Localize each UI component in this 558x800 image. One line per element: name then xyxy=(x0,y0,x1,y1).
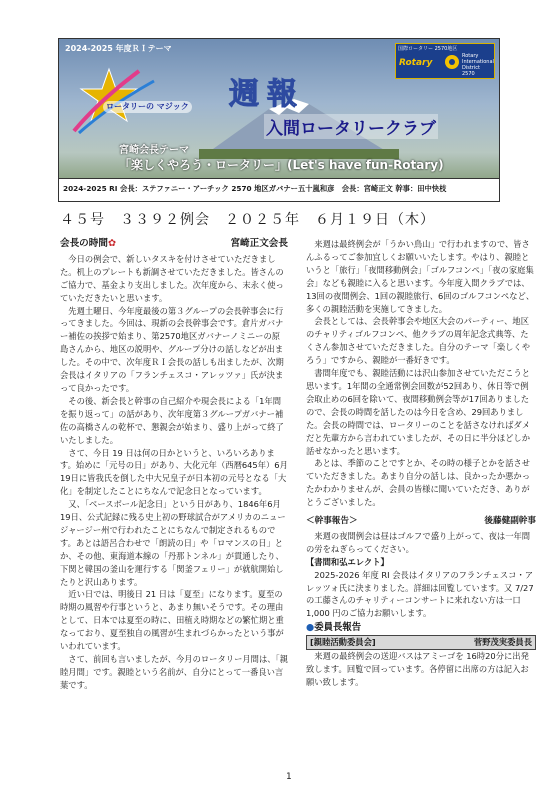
flower-icon: ✿ xyxy=(107,238,117,249)
paragraph: さて、前回も言いましたが、今月のロータリー月間は、「親睦月間」です。親睦という名前が、自分にとって一番良い言葉です。 xyxy=(60,654,288,690)
officers-bar xyxy=(59,178,499,201)
paragraph: さて、今日 19 日は何の日かというと、いろいろあります。始めに「元号の日」があり、大化元年（西暦645年）6月19日に皆我氏を倒した中大兄皇子が日本初の元号となる「大化」を制定したことにちなんで記念日となっています。 xyxy=(60,447,288,497)
presidents-time-title: 会長の時間 xyxy=(60,238,108,249)
paragraph: 書間年度でも、親睦活動には沢山参加させていただこうと思います。1年間の全通常例会回数が52回あり、休日等で例会取止めの6回を除いて、夜間移動例会等が17回ありましたので、会長の時間を話したのは今日を含め、29回ありました。会長の時間では、ロータリーのことを話さなければダメだと先輩方から言われていましたが、その日に半分ほどしか話せなかったと思います。 xyxy=(306,368,531,456)
paragraph: あとは、季節のことですとか、その時の様子とかを話させていただきました。あまり自分の話しは、良かったか悪かったかわかりませんが、会員の皆様に聞いていただき、ありがとうございました。 xyxy=(306,458,531,508)
paragraph: 又、「ベースボール記念日」という日があり、1846年6月19日、公式記録に残る史上初の野球試合がアメリカのニュージャージー州で行われたことにちなんで制定されるものです。あとは語呂合わせで「朗読の日」や「ロマンスの日」とか、その他、東海道本線の「丹那トンネル」が貫通したり、下関と韓国の釜山を運行する「関釜フェリー」が就航開始したりと沢山あります。 xyxy=(60,499,286,587)
presidents-time-heading xyxy=(60,238,288,251)
president-theme-label: 宮崎会長テーマ xyxy=(119,145,189,156)
secretary-report-title: ＜幹事報告＞ xyxy=(306,516,358,527)
rotary-wordmark: Rotary xyxy=(399,58,433,68)
rotary-district-name: Rotary International District 2570 xyxy=(462,53,494,77)
committee-name: [親睦活動委員会] xyxy=(310,637,376,648)
masthead xyxy=(58,38,500,202)
officers-text: 2024-2025 RI 会長：ステファニー・アーチック 2570 地区ガバナー五十嵐和彦 会長：宮崎正文 幹事：田中快枝 xyxy=(63,184,447,193)
presidents-time-author: 宮崎正文会長 xyxy=(230,238,288,249)
right-column xyxy=(306,238,536,689)
issue-line: ４５号 ３３９２例会 ２０２５年 ６月１９日（木） xyxy=(60,212,435,228)
club-name: 入間ロータリークラブ xyxy=(264,114,438,139)
committee-report-title: 委員長報告 xyxy=(314,622,362,634)
letter-heading: 【書間和弘エレクト】 xyxy=(306,556,389,567)
committee-report-text: 来週の最終例会の送迎バスはアミーゴを 16時20分に出発致します。回覧で回っています。各停留に出席の方は記入お願い致します。 xyxy=(306,651,529,687)
rotary-district-top: 国際ロータリー 2570地区 xyxy=(398,46,458,52)
president-motto: 「楽しくやろう・ロータリー」(Let's have fun-Rotary) xyxy=(119,158,444,172)
logo-text: ロータリーの マジック xyxy=(103,101,192,113)
committee-report-heading xyxy=(306,622,536,635)
paragraph: 来週は最終例会が「うかい鳥山」で行われますので、皆さんふるってご参加宜しくお願いいたします。やはり、親睦というと「旅行」「夜間移動例会」「ゴルフコンペ」「夜の家庭集会」なども親睦に入ると思います。今年度入間クラブでは、13回の夜間例会、1回の親睦旅行、6回のゴルフコンペなど、多くの親睦活動を実施してきました。 xyxy=(306,239,535,314)
paragraph: 先週土曜日、今年度最後の第３グループの会長幹事会に行ってきました。今回は、現新の会長幹事会です。倉片ガバナー補佐の挨拶で始まり、第2570地区ガバナーノミニーの原島さんから、地区の説明や、グループ分けの話しなどが出ました。その中で、次年度ＲＩ会長の話しも出ましたが、次期会長はイタリアの「フランチェスコ・アレッツァ」氏が決まって良かったです。 xyxy=(60,305,284,393)
bullet-icon: ● xyxy=(306,622,315,634)
secretary-name: 後藤健副幹事 xyxy=(484,516,536,527)
left-column xyxy=(60,238,288,692)
committee-chair: 菅野茂実委員長 xyxy=(473,637,532,648)
rotary-district-badge xyxy=(395,43,495,79)
newsletter-title: 週報 xyxy=(229,77,305,112)
paragraph: 今日の例会で、新しいタスキを付けさせていただきました。机上のプレートも新調させていただきました。皆さんのご協力で、基金より支出しました。次年度から、末永く使っていただきたいと思います。 xyxy=(60,253,284,303)
paragraph: 近い日では、明後日 21 日は「夏至」になります。夏至の時期の風習や行事というと、あまり無いそうです。その理由として、日本では夏至の時に、田植え時期などの繁忙期と重なっており、夏至独自の風習が生まれづらかったという事がいわれています。 xyxy=(60,589,284,652)
secretary-report-heading xyxy=(306,515,536,528)
committee-box xyxy=(306,635,536,650)
letter-text: 2025-2026 年度 RI 会長はイタリアのフランチェスコ・アレッツォ氏に決まりました。詳細は回覧しています。又 7/27 の工藤さんのチャリティーコンサートに来れない方は一口1,000 円のご協力お願いします。 xyxy=(306,569,534,619)
paragraph: 会長としては、会長幹事会や地区大会のパーティー、地区のチャリティゴルフコンペ、他クラブの周年記念式典等、たくさん参加させていただきました。自分のテーマ「楽しくやろう」ですから、親睦が一番好きです。 xyxy=(306,316,531,366)
ri-theme-label: 2024-2025 年度ＲＩテーマ xyxy=(65,44,172,53)
rotary-wheel-icon xyxy=(444,54,460,70)
secretary-report-text: 来週の夜間例会は昼はゴルフで盛り上がって、夜は一年間の労をねぎらってください。 xyxy=(306,530,531,554)
paragraph: その後、新会長と幹事の自己紹介や現会長による「1年間を振り返って」の話があり、次年度第３グループガバナー補佐の高橋さんの乾杯で、懇親会が始まり、盛り上がって終了いたしました。 xyxy=(60,395,284,445)
rotary-magic-logo-icon xyxy=(69,61,161,135)
page-number: 1 xyxy=(286,772,292,782)
